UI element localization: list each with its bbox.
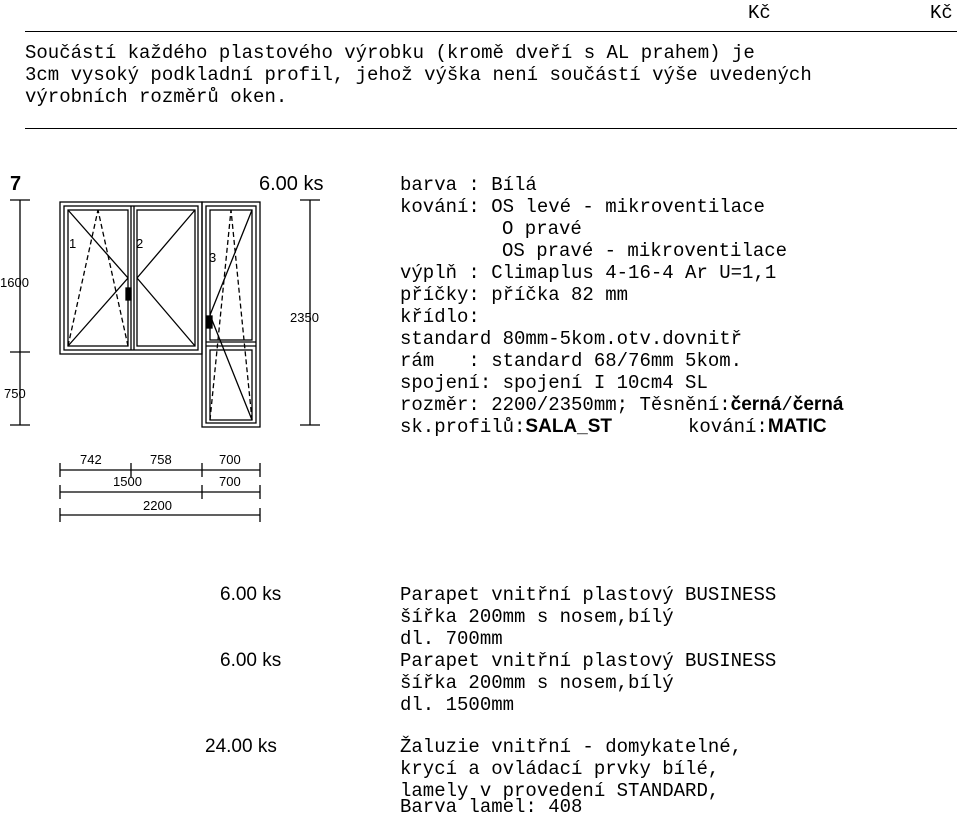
note-line-2: 3cm vysoký podkladní profil, jehož výška není součástí výše uvedených (25, 64, 812, 86)
spec-kridlo-value: standard 80mm-5kom.otv.dovnitř (400, 328, 743, 350)
spec-profil-value: SALA_ST (525, 416, 612, 437)
dim-width-700: 700 (219, 452, 241, 467)
accessory-1-line-3: dl. 700mm (400, 628, 503, 650)
sash-3-glass-top (210, 210, 252, 340)
spec-vypln: výplň : Climaplus 4-16-4 Ar U=1,1 (400, 262, 777, 284)
sash-1-glass (68, 210, 128, 346)
spec-kovani-2: O pravé (502, 218, 582, 240)
sash-label-2: 2 (136, 236, 144, 251)
accessory-2-line-3: dl. 1500mm (400, 694, 515, 716)
dim-height-left-bottom: 750 (4, 386, 26, 401)
sash-label-3: 3 (209, 250, 217, 265)
accessory-2-quantity: 6.00 ks (220, 650, 282, 671)
accessory-1-line-1: Parapet vnitřní plastový BUSINESS (400, 584, 777, 606)
spec-tesneni-separator: / (781, 394, 793, 416)
window-drawing (0, 180, 345, 530)
sash-3-open-line-2 (210, 315, 252, 420)
spec-kovani-row (688, 416, 827, 438)
handle-3-icon (207, 316, 212, 328)
sash-2-open-line (137, 210, 195, 278)
accessory-3-quantity: 24.00 ks (205, 736, 277, 757)
accessory-3-line-1: Žaluzie vnitřní - domykatelné, (400, 736, 743, 758)
spec-profil-row (400, 416, 612, 438)
spec-kridlo-label: křídlo: (400, 306, 480, 328)
dim-width-742: 742 (80, 452, 102, 467)
dim-width-758: 758 (150, 452, 172, 467)
spec-ram: rám : standard 68/76mm 5kom. (400, 350, 743, 372)
accessory-2-line-1: Parapet vnitřní plastový BUSINESS (400, 650, 777, 672)
note-line-3: výrobních rozměrů oken. (25, 86, 288, 108)
dim-width-700-b: 700 (219, 474, 241, 489)
spec-profil-label: sk.profilů: (400, 416, 526, 438)
sash-3-open-line (210, 210, 252, 315)
spec-rozmer (400, 394, 843, 416)
dim-height-right: 2350 (290, 310, 319, 325)
accessory-3-line-3: lamely v provedení STANDARD, (400, 780, 720, 802)
sash-1-tilt-line (68, 210, 98, 346)
item-number: 7 (10, 173, 22, 195)
dim-width-2200: 2200 (143, 498, 172, 513)
spec-spojeni: spojení: spojení I 10cm4 SL (400, 372, 708, 394)
dim-width-1500: 1500 (113, 474, 142, 489)
sash-1-open-line-2 (68, 278, 128, 346)
header-rule (25, 31, 957, 32)
accessory-1-line-2: šířka 200mm s nosem,bílý (400, 606, 674, 628)
spec-barva: barva : Bílá (400, 174, 537, 196)
sash-label-1: 1 (69, 236, 77, 251)
note-line-1: Součástí každého plastového výrobku (kromě dveří s AL prahem) je (25, 42, 755, 64)
frame-right-inner (206, 206, 256, 423)
spec-kovani-3: OS pravé - mikroventilace (502, 240, 788, 262)
sash-1-tilt-line-2 (98, 210, 128, 346)
currency-label-total: Kč (748, 2, 771, 24)
currency-label-unit: Kč (930, 2, 953, 24)
dim-height-left-top: 1600 (0, 275, 29, 290)
accessory-1-quantity: 6.00 ks (220, 584, 282, 605)
spec-tesneni-value: černá (730, 394, 782, 415)
spec-rozmer-text: rozměr: 2200/2350mm; Těsnění: (400, 394, 731, 416)
section-rule (25, 128, 957, 129)
spec-kovani-1: kování: OS levé - mikroventilace (400, 196, 765, 218)
handle-1-icon (126, 288, 131, 300)
sash-3-tilt-line (210, 210, 231, 420)
accessory-3-line-2: krycí a ovládací prvky bílé, (400, 758, 720, 780)
item-quantity: 6.00 ks (259, 173, 324, 195)
sash-2-open-line-2 (137, 278, 195, 346)
spec-tesneni-value-2: černá (792, 394, 844, 415)
spec-pricky: příčky: příčka 82 mm (400, 284, 629, 306)
sash-2-glass (137, 210, 195, 346)
spec-kovani-value: MATIC (767, 416, 827, 437)
sash-3-tilt-line-2 (231, 210, 252, 420)
accessory-3-line-4: Barva lamel: 408 (400, 796, 583, 818)
spec-kovani-label: kování: (688, 416, 768, 438)
accessory-2-line-2: šířka 200mm s nosem,bílý (400, 672, 674, 694)
sash-1-open-line (68, 210, 128, 278)
